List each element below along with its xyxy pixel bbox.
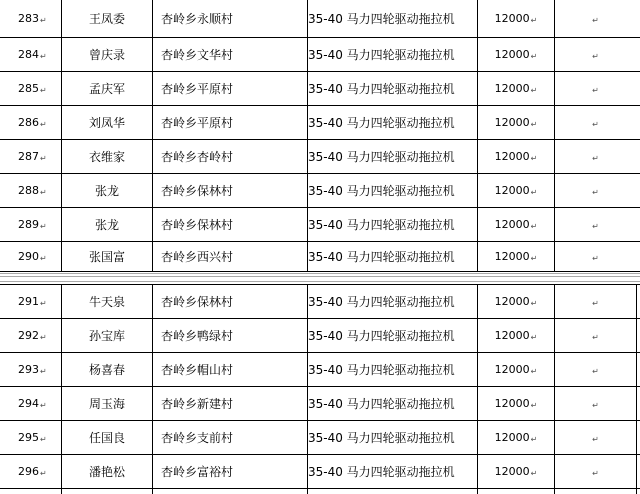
paragraph-mark-icon: ↵ <box>530 153 538 163</box>
name-cell <box>62 318 152 352</box>
table-rule <box>0 241 640 242</box>
paragraph-mark-icon: ↵ <box>40 468 47 478</box>
column-rule <box>152 0 153 272</box>
address: 杏岭乡平原村 <box>161 115 234 130</box>
paragraph-mark-icon: ↵ <box>592 366 599 376</box>
paragraph-mark-icon: ↵ <box>592 51 599 61</box>
address-cell <box>153 386 307 420</box>
row-number: 293 <box>18 362 39 376</box>
paragraph-mark-icon: ↵ <box>40 434 47 444</box>
machine-model: 35-40 马力四轮驱动拖拉机 <box>308 328 455 343</box>
table-rule <box>0 37 640 38</box>
table-row <box>0 0 640 37</box>
model-cell <box>308 173 478 207</box>
address-cell <box>153 454 307 488</box>
row-number-cell <box>18 420 60 454</box>
machine-model: 35-40 马力四轮驱动拖拉机 <box>308 183 455 198</box>
paragraph-mark-icon: ↵ <box>530 366 538 376</box>
paragraph-mark-icon: ↵ <box>592 400 599 410</box>
paragraph-mark-icon: ↵ <box>592 253 599 263</box>
model-cell <box>308 71 478 105</box>
amount-cell <box>478 386 554 420</box>
row-number: 295 <box>18 430 39 444</box>
address-cell <box>153 71 307 105</box>
paragraph-mark-icon: ↵ <box>530 468 538 478</box>
row-number-cell <box>18 0 60 37</box>
paragraph-mark-icon: ↵ <box>530 16 538 25</box>
farmer-name: 衣维家 <box>88 149 125 164</box>
column-rule <box>477 0 478 272</box>
table-rule <box>0 105 640 106</box>
name-cell <box>62 207 152 241</box>
subsidy-amount: 12000 <box>494 47 530 61</box>
table-row <box>0 352 640 386</box>
model-cell <box>308 37 478 71</box>
amount-cell <box>478 139 554 173</box>
address: 杏岭乡保林村 <box>161 183 234 198</box>
subsidy-amount: 12000 <box>494 115 530 129</box>
table-row <box>0 37 640 71</box>
model-cell <box>308 318 478 352</box>
address-cell <box>153 284 307 318</box>
amount-cell <box>478 284 554 318</box>
amount-cell <box>478 318 554 352</box>
row-number: 291 <box>18 294 39 308</box>
table-row <box>0 105 640 139</box>
paragraph-mark-icon: ↵ <box>592 221 599 231</box>
remark-cell <box>555 454 635 488</box>
amount-cell <box>478 454 554 488</box>
row-number-cell <box>18 386 60 420</box>
subsidy-amount: 12000 <box>494 464 530 478</box>
farmer-name: 孟庆军 <box>88 81 125 96</box>
amount-cell <box>478 173 554 207</box>
address: 杏岭乡文华村 <box>161 47 234 62</box>
column-rule <box>307 284 308 494</box>
subsidy-amount: 12000 <box>494 217 530 231</box>
row-number: 286 <box>18 115 39 129</box>
farmer-name: 潘艳松 <box>88 464 125 479</box>
address: 杏岭乡富裕村 <box>161 464 234 479</box>
address: 杏岭乡新建村 <box>161 396 234 411</box>
remark-cell <box>555 420 635 454</box>
address: 杏岭乡保林村 <box>161 294 234 309</box>
row-number-cell <box>18 454 60 488</box>
table-row <box>0 207 640 241</box>
paragraph-mark-icon: ↵ <box>40 16 47 25</box>
paragraph-mark-icon: ↵ <box>40 51 47 61</box>
amount-cell <box>478 0 554 37</box>
paragraph-mark-icon: ↵ <box>530 298 538 308</box>
table-row <box>0 139 640 173</box>
name-cell <box>62 0 152 37</box>
name-cell <box>62 241 152 271</box>
page-break-line <box>0 281 640 282</box>
model-cell <box>308 386 478 420</box>
model-cell <box>308 241 478 271</box>
row-number: 284 <box>18 47 39 61</box>
address: 杏岭乡平原村 <box>161 81 234 96</box>
subsidy-amount: 12000 <box>494 328 530 342</box>
paragraph-mark-icon: ↵ <box>592 153 599 163</box>
remark-cell <box>555 0 635 37</box>
table-row <box>0 241 640 271</box>
machine-model: 35-40 马力四轮驱动拖拉机 <box>308 294 455 309</box>
paragraph-mark-icon: ↵ <box>40 332 47 342</box>
farmer-name: 牛天泉 <box>88 294 125 309</box>
row-number: 287 <box>18 149 39 163</box>
table-row <box>0 454 640 488</box>
machine-model: 35-40 马力四轮驱动拖拉机 <box>308 12 455 26</box>
table-rule <box>0 352 640 353</box>
name-cell <box>62 284 152 318</box>
farmer-name: 周玉海 <box>88 396 125 411</box>
remark-cell <box>555 352 635 386</box>
remark-cell <box>555 207 635 241</box>
name-cell <box>62 173 152 207</box>
table-rule <box>0 284 640 285</box>
table-rule <box>0 139 640 140</box>
row-number: 283 <box>18 12 39 25</box>
subsidy-amount: 12000 <box>494 430 530 444</box>
farmer-name: 曾庆录 <box>88 47 125 62</box>
remark-cell <box>555 105 635 139</box>
farmer-name: 任国良 <box>88 430 125 445</box>
table-row <box>0 386 640 420</box>
address: 杏岭乡鸭绿村 <box>161 328 234 343</box>
row-number: 294 <box>18 396 39 410</box>
column-rule <box>554 284 555 494</box>
subsidy-amount: 12000 <box>494 396 530 410</box>
row-number: 292 <box>18 328 39 342</box>
paragraph-mark-icon: ↵ <box>530 119 538 129</box>
address-cell <box>153 173 307 207</box>
paragraph-mark-icon: ↵ <box>592 119 599 129</box>
address: 杏岭乡帽山村 <box>161 362 234 377</box>
subsidy-amount: 12000 <box>494 149 530 163</box>
row-number-cell <box>18 139 60 173</box>
farmer-name: 刘凤华 <box>88 115 125 130</box>
address: 杏岭乡杏岭村 <box>161 149 234 164</box>
farmer-name: 孙宝库 <box>88 328 125 343</box>
name-cell <box>62 37 152 71</box>
amount-cell <box>478 241 554 271</box>
paragraph-mark-icon: ↵ <box>40 298 47 308</box>
model-cell <box>308 284 478 318</box>
table-rule <box>0 488 640 489</box>
remark-cell <box>555 139 635 173</box>
address-cell <box>153 207 307 241</box>
amount-cell <box>478 420 554 454</box>
subsidy-amount: 12000 <box>494 183 530 197</box>
farmer-name: 杨喜春 <box>88 362 125 377</box>
paragraph-mark-icon: ↵ <box>592 298 599 308</box>
column-rule <box>477 284 478 494</box>
paragraph-mark-icon: ↵ <box>530 434 538 444</box>
address: 杏岭乡保林村 <box>161 217 234 232</box>
row-number-cell <box>18 241 60 271</box>
amount-cell <box>478 71 554 105</box>
amount-cell <box>478 207 554 241</box>
paragraph-mark-icon: ↵ <box>592 85 599 95</box>
table-rule <box>0 173 640 174</box>
row-number: 290 <box>18 249 39 263</box>
table-row <box>0 318 640 352</box>
row-number: 296 <box>18 464 39 478</box>
paragraph-mark-icon: ↵ <box>40 85 47 95</box>
page-break-line <box>0 276 640 277</box>
model-cell <box>308 0 478 37</box>
address-cell <box>153 241 307 271</box>
machine-model: 35-40 马力四轮驱动拖拉机 <box>308 217 455 232</box>
paragraph-mark-icon: ↵ <box>592 434 599 444</box>
name-cell <box>62 352 152 386</box>
amount-cell <box>478 37 554 71</box>
table-rule <box>0 271 640 272</box>
table-rule <box>0 454 640 455</box>
machine-model: 35-40 马力四轮驱动拖拉机 <box>308 362 455 377</box>
paragraph-mark-icon: ↵ <box>530 51 538 61</box>
machine-model: 35-40 马力四轮驱动拖拉机 <box>308 396 455 411</box>
row-number-cell <box>18 173 60 207</box>
model-cell <box>308 207 478 241</box>
name-cell <box>62 420 152 454</box>
table-rule <box>0 420 640 421</box>
remark-cell <box>555 173 635 207</box>
table-rule <box>0 386 640 387</box>
name-cell <box>62 139 152 173</box>
address: 杏岭乡永顺村 <box>161 12 234 26</box>
table-row <box>0 173 640 207</box>
page-break-line <box>0 273 640 274</box>
address: 杏岭乡支前村 <box>161 430 234 445</box>
paragraph-mark-icon: ↵ <box>40 400 47 410</box>
column-rule <box>554 0 555 272</box>
column-rule <box>61 284 62 494</box>
model-cell <box>308 454 478 488</box>
remark-cell <box>555 386 635 420</box>
farmer-name: 王凤委 <box>88 12 125 26</box>
remark-cell <box>555 71 635 105</box>
row-number: 288 <box>18 183 39 197</box>
address-cell <box>153 37 307 71</box>
paragraph-mark-icon: ↵ <box>592 468 599 478</box>
address-cell <box>153 352 307 386</box>
machine-model: 35-40 马力四轮驱动拖拉机 <box>308 115 455 130</box>
address-cell <box>153 420 307 454</box>
remark-cell <box>555 241 635 271</box>
machine-model: 35-40 马力四轮驱动拖拉机 <box>308 47 455 62</box>
machine-model: 35-40 马力四轮驱动拖拉机 <box>308 464 455 479</box>
machine-model: 35-40 马力四轮驱动拖拉机 <box>308 249 455 264</box>
table-row <box>0 420 640 454</box>
name-cell <box>62 71 152 105</box>
paragraph-mark-icon: ↵ <box>40 153 47 163</box>
column-rule <box>307 0 308 272</box>
paragraph-mark-icon: ↵ <box>530 332 538 342</box>
name-cell <box>62 454 152 488</box>
table-rule <box>0 318 640 319</box>
address-cell <box>153 318 307 352</box>
paragraph-mark-icon: ↵ <box>40 253 47 263</box>
model-cell <box>308 352 478 386</box>
model-cell <box>308 420 478 454</box>
table-rule <box>0 71 640 72</box>
amount-cell <box>478 352 554 386</box>
table-row <box>0 71 640 105</box>
farmer-name: 张国富 <box>88 249 125 264</box>
paragraph-mark-icon: ↵ <box>530 187 538 197</box>
paragraph-mark-icon: ↵ <box>40 221 47 231</box>
row-number-cell <box>18 71 60 105</box>
amount-cell <box>478 105 554 139</box>
name-cell <box>62 105 152 139</box>
remark-cell <box>555 284 635 318</box>
paragraph-mark-icon: ↵ <box>530 253 538 263</box>
subsidy-amount: 12000 <box>494 362 530 376</box>
row-number-cell <box>18 207 60 241</box>
subsidy-amount: 12000 <box>494 81 530 95</box>
address-cell <box>153 139 307 173</box>
paragraph-mark-icon: ↵ <box>40 187 47 197</box>
farmer-name: 张龙 <box>94 183 119 198</box>
paragraph-mark-icon: ↵ <box>40 119 47 129</box>
paragraph-mark-icon: ↵ <box>592 16 599 25</box>
address-cell <box>153 0 307 37</box>
paragraph-mark-icon: ↵ <box>592 187 599 197</box>
machine-model: 35-40 马力四轮驱动拖拉机 <box>308 81 455 96</box>
model-cell <box>308 139 478 173</box>
table-row <box>0 284 640 318</box>
column-rule <box>152 284 153 494</box>
subsidy-amount: 12000 <box>494 294 530 308</box>
paragraph-mark-icon: ↵ <box>40 366 47 376</box>
row-number: 289 <box>18 217 39 231</box>
subsidy-amount: 12000 <box>494 249 530 263</box>
address-cell <box>153 105 307 139</box>
row-number-cell <box>18 318 60 352</box>
remark-cell <box>555 318 635 352</box>
machine-model: 35-40 马力四轮驱动拖拉机 <box>308 430 455 445</box>
machine-model: 35-40 马力四轮驱动拖拉机 <box>308 149 455 164</box>
row-number-cell <box>18 284 60 318</box>
paragraph-mark-icon: ↵ <box>592 332 599 342</box>
paragraph-mark-icon: ↵ <box>530 221 538 231</box>
model-cell <box>308 105 478 139</box>
row-number-cell <box>18 105 60 139</box>
farmer-name: 张龙 <box>94 217 119 232</box>
row-number-cell <box>18 352 60 386</box>
paragraph-mark-icon: ↵ <box>530 85 538 95</box>
subsidy-amount: 12000 <box>494 12 530 25</box>
column-rule <box>61 0 62 272</box>
row-number-cell <box>18 37 60 71</box>
name-cell <box>62 386 152 420</box>
row-number: 285 <box>18 81 39 95</box>
table-rule <box>0 207 640 208</box>
remark-cell <box>555 37 635 71</box>
address: 杏岭乡西兴村 <box>161 249 234 264</box>
paragraph-mark-icon: ↵ <box>530 400 538 410</box>
column-rule <box>636 284 637 494</box>
